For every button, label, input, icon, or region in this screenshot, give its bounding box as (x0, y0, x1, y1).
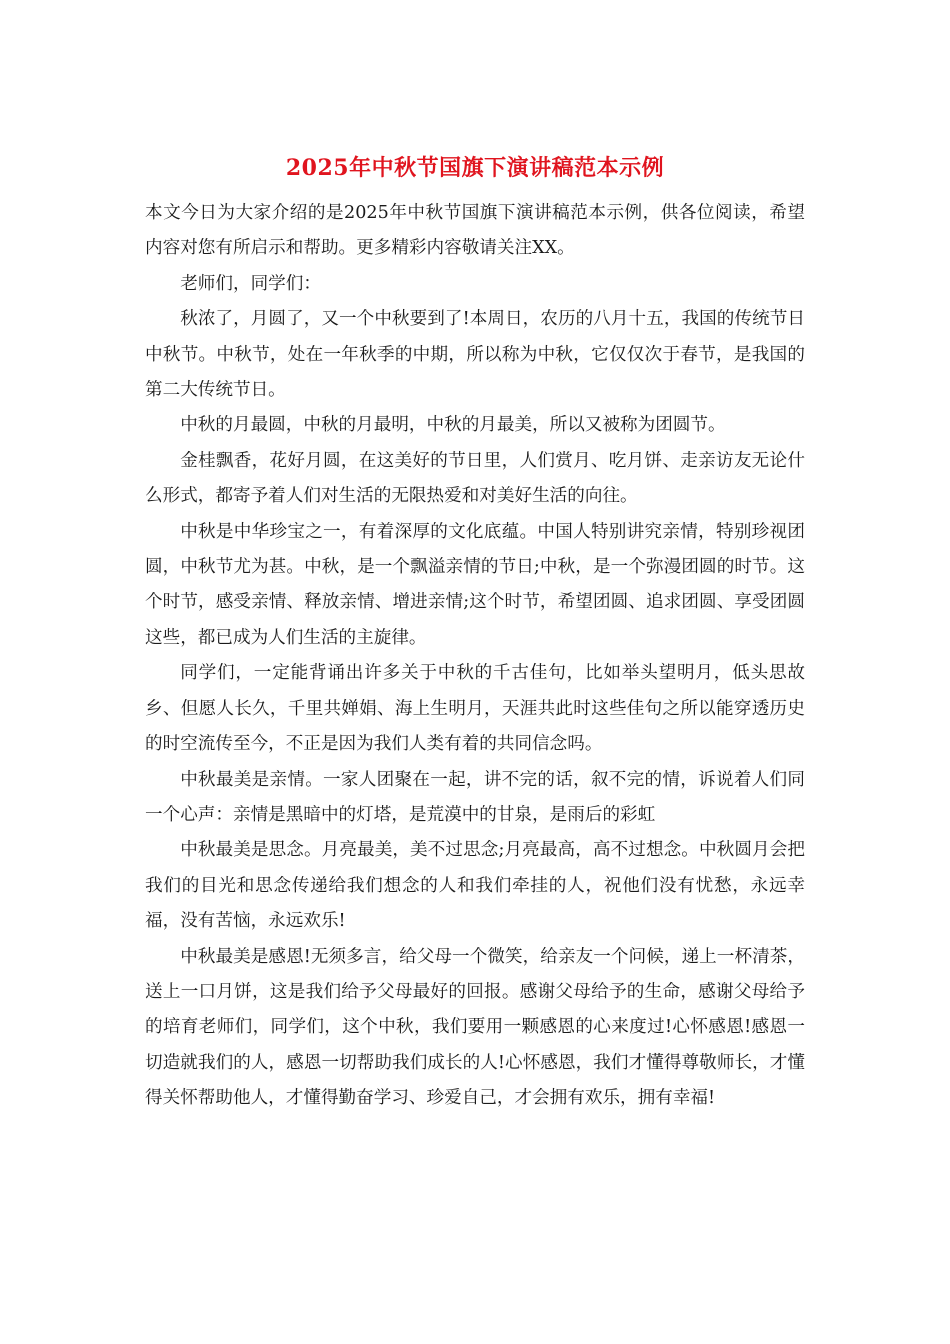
document-body (145, 196, 805, 1117)
paragraph: 中秋最美是感恩!无须多言，给父母一个微笑，给亲友一个问候，递上一杯清茶，送上一口月饼，这是我们给予父母最好的回报。感谢父母给予的生命，感谢父母给予的培育老师们，同学们，这个中秋，我们要用一颗感恩的心来度过!心怀感恩!感恩一切造就我们的人，感恩一切帮助我们成长的人!心怀感恩，我们才懂得尊敬师长，才懂得关怀帮助他人，才懂得勤奋学习、珍爱自己，才会拥有欢乐，拥有幸福! (145, 946, 805, 1109)
paragraph: 中秋的月最圆，中秋的月最明，中秋的月最美，所以又被称为团圆节。 (180, 415, 726, 436)
document-title: 2025年中秋节国旗下演讲稿范本示例 (285, 155, 665, 181)
paragraph: 同学们，一定能背诵出许多关于中秋的千古佳句，比如举头望明月，低头思故乡、但愿人长久，千里共婵娟、海上生明月，天涯共此时这些佳句之所以能穿透历史的时空流传至今，不正是因为我们人类有着的共同信念吗。 (145, 663, 805, 755)
paragraph: 中秋最美是思念。月亮最美，美不过思念;月亮最高，高不过想念。中秋圆月会把我们的目光和思念传递给我们想念的人和我们牵挂的人，祝他们没有忧愁，永远幸福，没有苦恼，永远欢乐! (145, 840, 805, 932)
paragraph: 中秋是中华珍宝之一，有着深厚的文化底蕴。中国人特别讲究亲情，特别珍视团圆，中秋节尤为甚。中秋，是一个飘溢亲情的节日;中秋，是一个弥漫团圆的时节。这个时节，感受亲情、释放亲情、增进亲情;这个时节，希望团圆、追求团圆、享受团圆这些，都已成为人们生活的主旋律。 (145, 521, 805, 648)
paragraph: 中秋最美是亲情。一家人团聚在一起，讲不完的话，叙不完的情，诉说着人们同一个心声：亲情是黑暗中的灯塔，是荒漠中的甘泉，是雨后的彩虹 (145, 769, 805, 825)
paragraph: 老师们，同学们： (180, 273, 321, 294)
paragraph: 金桂飘香，花好月圆，在这美好的节日里，人们赏月、吃月饼、走亲访友无论什么形式，都寄予着人们对生活的无限热爱和对美好生活的向往。 (145, 450, 805, 507)
paragraph: 秋浓了，月圆了，又一个中秋要到了!本周日，农历的八月十五，我国的传统节日中秋节。中秋节，处在一年秋季的中期，所以称为中秋，它仅仅次于春节，是我国的第二大传统节日。 (145, 309, 805, 401)
paragraph: 本文今日为大家介绍的是2025年中秋节国旗下演讲稿范本示例，供各位阅读，希望内容对您有所启示和帮助。更多精彩内容敬请关注XX。 (145, 203, 805, 259)
